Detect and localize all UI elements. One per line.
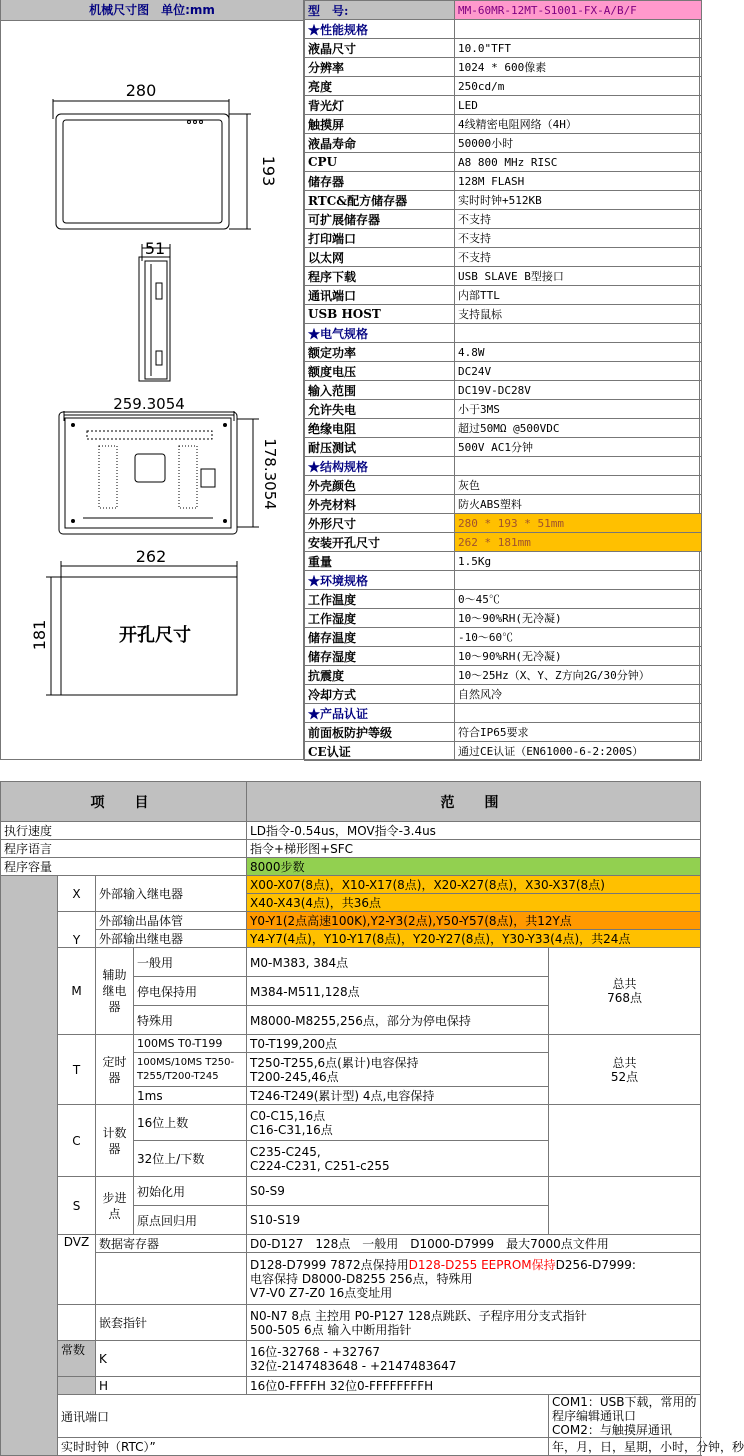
spec-row <box>305 39 702 58</box>
spec-row <box>305 267 702 286</box>
d-value-2 <box>247 1253 701 1305</box>
t-group: 定时器 <box>96 1035 134 1105</box>
spec-row <box>305 343 702 362</box>
d-name-blank <box>96 1253 247 1305</box>
t-r2-key: 100MS/10MS T250-T255/T200-T245 <box>134 1053 247 1087</box>
back-vents <box>71 423 227 523</box>
spec-value: 不支持 <box>455 210 702 229</box>
model-value: MM-60MR-12MT-S1001-FX-A/B/F <box>455 1 702 20</box>
dimension-drawing <box>1 21 303 760</box>
back-width-label: 259.3054 <box>113 395 185 413</box>
spec-row <box>305 305 702 324</box>
spec-row <box>305 666 702 685</box>
s-r2-value: S10-S19 <box>247 1206 549 1235</box>
prog-cap-value: 8000步数 <box>247 858 701 876</box>
spec-row <box>305 96 702 115</box>
m-r1-value: M0-M383, 384点 <box>247 948 549 977</box>
spec-key: 程序下载 <box>305 267 455 286</box>
spec-value: 内部TTL <box>455 286 702 305</box>
spec-row <box>305 495 702 514</box>
spec-key: 液晶尺寸 <box>305 39 455 58</box>
s-total <box>549 1177 701 1235</box>
m-r2-key: 停电保持用 <box>134 977 247 1006</box>
m-r3-value: M8000-M8255,256点，部分为停电保持 <box>247 1006 549 1035</box>
y-value-2: Y4-Y7(4点)，Y10-Y17(8点)，Y20-Y27(8点)，Y30-Y33(4点)，共24点 <box>247 930 701 948</box>
spec-row <box>305 362 702 381</box>
y-name-1: 外部输出晶体管 <box>96 912 247 930</box>
spec-value: 500V AC1分钟 <box>455 438 702 457</box>
comm-value: COM1：USB下载，常用的程序编辑通讯口 COM2：与触摸屏通讯 <box>549 1395 701 1438</box>
d-v2-b: D256-D7999: <box>555 1257 636 1272</box>
p-value: N0-N7 8点 主控用 P0-P127 128点跳跃、子程序用分支式指针 500-505 6点 输入中断用指针 <box>247 1305 701 1341</box>
spec-value: 通过CE认证（EN61000-6-2:200S） <box>455 742 702 761</box>
s-label: S <box>58 1177 96 1235</box>
front-height-label: 193 <box>259 155 278 187</box>
t-total: 总共 52点 <box>549 1035 701 1105</box>
spec-value: DC24V <box>455 362 702 381</box>
spec-row <box>305 58 702 77</box>
spec-key: 工作湿度 <box>305 609 455 628</box>
t-r3-value: T246-T249(累计型) 4点,电容保持 <box>247 1087 549 1105</box>
rtc-key: 实时时钟（RTC）” <box>58 1438 549 1456</box>
y-label: Y <box>58 912 96 948</box>
t-r1-value: T0-T199,200点 <box>247 1035 549 1053</box>
spec-row <box>305 609 702 628</box>
d-label: DVZ <box>58 1235 96 1305</box>
mechanical-drawing <box>1 21 304 760</box>
m-r3-key: 特殊用 <box>134 1006 247 1035</box>
spec-row <box>305 647 702 666</box>
spec-row <box>305 628 702 647</box>
spec-value: 1024 * 600像素 <box>455 58 702 77</box>
spec-key: 前面板防护等级 <box>305 723 455 742</box>
prog-cap-key: 程序容量 <box>1 858 247 876</box>
spec-key: 亮度 <box>305 77 455 96</box>
comm-key: 通讯端口 <box>58 1395 549 1438</box>
d-v2-c: 电容保持 D8000-D8255 256点，特殊用 <box>250 1271 473 1286</box>
cutout-label: 开孔尺寸 <box>119 625 191 646</box>
t-r3-key: 1ms <box>134 1087 247 1105</box>
t-r2-value: T250-T255,6点(累计)电容保持 T200-245,46点 <box>247 1053 549 1087</box>
spec-value <box>455 571 702 590</box>
prog-lang-key: 程序语言 <box>1 840 247 858</box>
spec-value: 0～45℃ <box>455 590 702 609</box>
t-r1-key: 100MS T0-T199 <box>134 1035 247 1053</box>
spec-section-row <box>305 324 702 343</box>
spec-row <box>305 590 702 609</box>
rtc-value: 年，月，日，星期，小时，分钟，秒 <box>549 1438 701 1456</box>
p-name: 嵌套指针 <box>96 1305 247 1341</box>
exec-speed-value: LD指令-0.54us，MOV指令-3.4us <box>247 822 701 840</box>
front-view <box>53 99 251 229</box>
spec-row <box>305 381 702 400</box>
spec-key: 通讯端口 <box>305 286 455 305</box>
spec-section-row <box>305 457 702 476</box>
back-height-label: 178.3054 <box>261 438 279 510</box>
spec-key: 触摸屏 <box>305 115 455 134</box>
spec-row <box>305 514 702 533</box>
spec-value: LED <box>455 96 702 115</box>
spec-section-row <box>305 571 702 590</box>
spec-row <box>305 229 702 248</box>
spec-row <box>305 77 702 96</box>
spec-row <box>305 210 702 229</box>
spec-key: ★产品认证 <box>305 704 455 723</box>
m-group: 辅助继电器 <box>96 948 134 1035</box>
spec-value: 小于3MS <box>455 400 702 419</box>
spec-key: 抗震度 <box>305 666 455 685</box>
category-cell <box>1 876 58 1456</box>
spec-value: 10.0"TFT <box>455 39 702 58</box>
k-label: K <box>96 1341 247 1377</box>
spec-row <box>305 153 702 172</box>
spec-row <box>305 115 702 134</box>
side-view <box>139 244 170 381</box>
back-view <box>59 411 259 534</box>
side-depth-label: 51 <box>144 239 166 258</box>
spec-row <box>305 400 702 419</box>
spec-value <box>455 457 702 476</box>
spec-row <box>305 533 702 552</box>
spec-key: 工作温度 <box>305 590 455 609</box>
spec-value: 不支持 <box>455 229 702 248</box>
spec-key: RTC&配方储存器 <box>305 191 455 210</box>
spec-row <box>305 134 702 153</box>
y-name-2: 外部输出继电器 <box>96 930 247 948</box>
spec-value: A8 800 MHz RISC <box>455 153 702 172</box>
spec-key: CPU <box>305 153 455 172</box>
spec-row <box>305 723 702 742</box>
c-r2-key: 32位上/下数 <box>134 1141 247 1177</box>
spec-value: 50000小时 <box>455 134 702 153</box>
spec-key: 额定功率 <box>305 343 455 362</box>
spec-key: 输入范围 <box>305 381 455 400</box>
spec-value: 10～90%RH(无冷凝) <box>455 647 702 666</box>
spec-key: ★结构规格 <box>305 457 455 476</box>
front-width-label: 280 <box>125 81 157 100</box>
d-value-1: D0-D127 128点 一般用 D1000-D7999 最大7000点文件用 <box>247 1235 701 1253</box>
spec-key: 储存器 <box>305 172 455 191</box>
spec-key: 绝缘电阻 <box>305 419 455 438</box>
d-name: 数据寄存器 <box>96 1235 247 1253</box>
spec-key: 安装开孔尺寸 <box>305 533 455 552</box>
spec-key: 外壳颜色 <box>305 476 455 495</box>
m-r2-value: M384-M511,128点 <box>247 977 549 1006</box>
spec-row <box>305 685 702 704</box>
spec-key: 背光灯 <box>305 96 455 115</box>
spec-value: 1.5Kg <box>455 552 702 571</box>
spec-value: 防火ABS塑料 <box>455 495 702 514</box>
spec-key: 打印端口 <box>305 229 455 248</box>
p-label-blank <box>58 1305 96 1341</box>
c-r1-value: C0-C15,16点 C16-C31,16点 <box>247 1105 549 1141</box>
spec-value: 灰色 <box>455 476 702 495</box>
spec-key: 外壳材料 <box>305 495 455 514</box>
spec-key: 允许失电 <box>305 400 455 419</box>
h-value: 16位0-FFFFH 32位0-FFFFFFFFH <box>247 1377 701 1395</box>
spec-value: -10～60℃ <box>455 628 702 647</box>
spec-key: 额度电压 <box>305 362 455 381</box>
exec-speed-key: 执行速度 <box>1 822 247 840</box>
spec-value: 不支持 <box>455 248 702 267</box>
c-r1-key: 16位上数 <box>134 1105 247 1141</box>
m-label: M <box>58 948 96 1035</box>
spec-value: 支持鼠标 <box>455 305 702 324</box>
spec-value: DC19V-DC28V <box>455 381 702 400</box>
col-item-header: 项 目 <box>1 782 247 822</box>
cutout-height-label: 181 <box>30 619 49 651</box>
spec-value <box>455 20 702 39</box>
h-blank <box>58 1377 96 1395</box>
spec-key: 以太网 <box>305 248 455 267</box>
prog-lang-value: 指令+梯形图+SFC <box>247 840 701 858</box>
c-label: C <box>58 1105 96 1177</box>
spec-sheet <box>0 0 700 760</box>
spec-key: 冷却方式 <box>305 685 455 704</box>
s-r2-key: 原点回归用 <box>134 1206 247 1235</box>
spec-row <box>305 438 702 457</box>
spec-value: 10～90%RH(无冷凝) <box>455 609 702 628</box>
spec-value: 4.8W <box>455 343 702 362</box>
spec-row <box>305 476 702 495</box>
spec-row <box>305 286 702 305</box>
d-v2-a: D128-D7999 7872点保持用 <box>250 1257 409 1272</box>
h-label: H <box>96 1377 247 1395</box>
k-value: 16位-32768 - +32767 32位-2147483648 - +2147483647 <box>247 1341 701 1377</box>
spec-row <box>305 191 702 210</box>
spec-value: USB SLAVE B型接口 <box>455 267 702 286</box>
spec-key: ★电气规格 <box>305 324 455 343</box>
m-total: 总共 768点 <box>549 948 701 1035</box>
spec-value: 超过50MΩ @500VDC <box>455 419 702 438</box>
m-r1-key: 一般用 <box>134 948 247 977</box>
spec-key: ★性能规格 <box>305 20 455 39</box>
spec-value: 128M FLASH <box>455 172 702 191</box>
spec-key: USB HOST <box>305 305 455 324</box>
y-value-1: Y0-Y1(2点高速100K),Y2-Y3(2点),Y50-Y57(8点)，共12Y点 <box>247 912 701 930</box>
spec-key: ★环境规格 <box>305 571 455 590</box>
spec-key: 储存湿度 <box>305 647 455 666</box>
d-v2-d: V7-V0 Z7-Z0 16点变址用 <box>250 1285 393 1300</box>
c-group: 计数器 <box>96 1105 134 1177</box>
spec-row <box>305 552 702 571</box>
spec-section-row <box>305 20 702 39</box>
s-group: 步进点 <box>96 1177 134 1235</box>
x-value-2: X40-X43(4点)，共36点 <box>247 894 701 912</box>
spec-key: 液晶寿命 <box>305 134 455 153</box>
spec-value <box>455 324 702 343</box>
spec-row <box>305 248 702 267</box>
spec-value: 自然风冷 <box>455 685 702 704</box>
spec-value: 250cd/m <box>455 77 702 96</box>
spec-row <box>305 172 702 191</box>
model-label: 型 号: <box>305 1 455 20</box>
spec-key: CE认证 <box>305 742 455 761</box>
spec-key: 储存温度 <box>305 628 455 647</box>
spec-key: 重量 <box>305 552 455 571</box>
spec-value: 262 * 181mm <box>455 533 702 552</box>
spec-row <box>305 419 702 438</box>
d-v2-red: D128-D255 EEPROM保持 <box>408 1257 556 1272</box>
plc-table <box>0 781 744 1456</box>
k-name: 常数 <box>58 1341 96 1377</box>
drawing-title: 机械尺寸图 单位:mm <box>1 0 304 21</box>
spec-value: 符合IP65要求 <box>455 723 702 742</box>
s-r1-value: S0-S9 <box>247 1177 549 1206</box>
spec-key: 外形尺寸 <box>305 514 455 533</box>
x-value-1: X00-X07(8点)，X10-X17(8点)，X20-X27(8点)，X30-X37(8点) <box>247 876 701 894</box>
spec-value: 10～25Hz（X、Y、Z方向2G/30分钟） <box>455 666 702 685</box>
spec-row <box>305 742 702 761</box>
spec-key: 耐压测试 <box>305 438 455 457</box>
x-label: X <box>58 876 96 912</box>
c-total <box>549 1105 701 1177</box>
cutout-width-label: 262 <box>135 547 167 566</box>
s-r1-key: 初始化用 <box>134 1177 247 1206</box>
t-label: T <box>58 1035 96 1105</box>
col-range-header: 范 围 <box>247 782 701 822</box>
spec-value: 实时时钟+512KB <box>455 191 702 210</box>
x-name: 外部输入继电器 <box>96 876 247 912</box>
spec-value: 4线精密电阻网络（4H） <box>455 115 702 134</box>
c-r2-value: C235-C245, C224-C231, C251-c255 <box>247 1141 549 1177</box>
spec-key: 可扩展储存器 <box>305 210 455 229</box>
spec-section-row <box>305 704 702 723</box>
spec-key: 分辨率 <box>305 58 455 77</box>
spec-table <box>304 0 702 761</box>
spec-value <box>455 704 702 723</box>
spec-value: 280 * 193 * 51mm <box>455 514 702 533</box>
